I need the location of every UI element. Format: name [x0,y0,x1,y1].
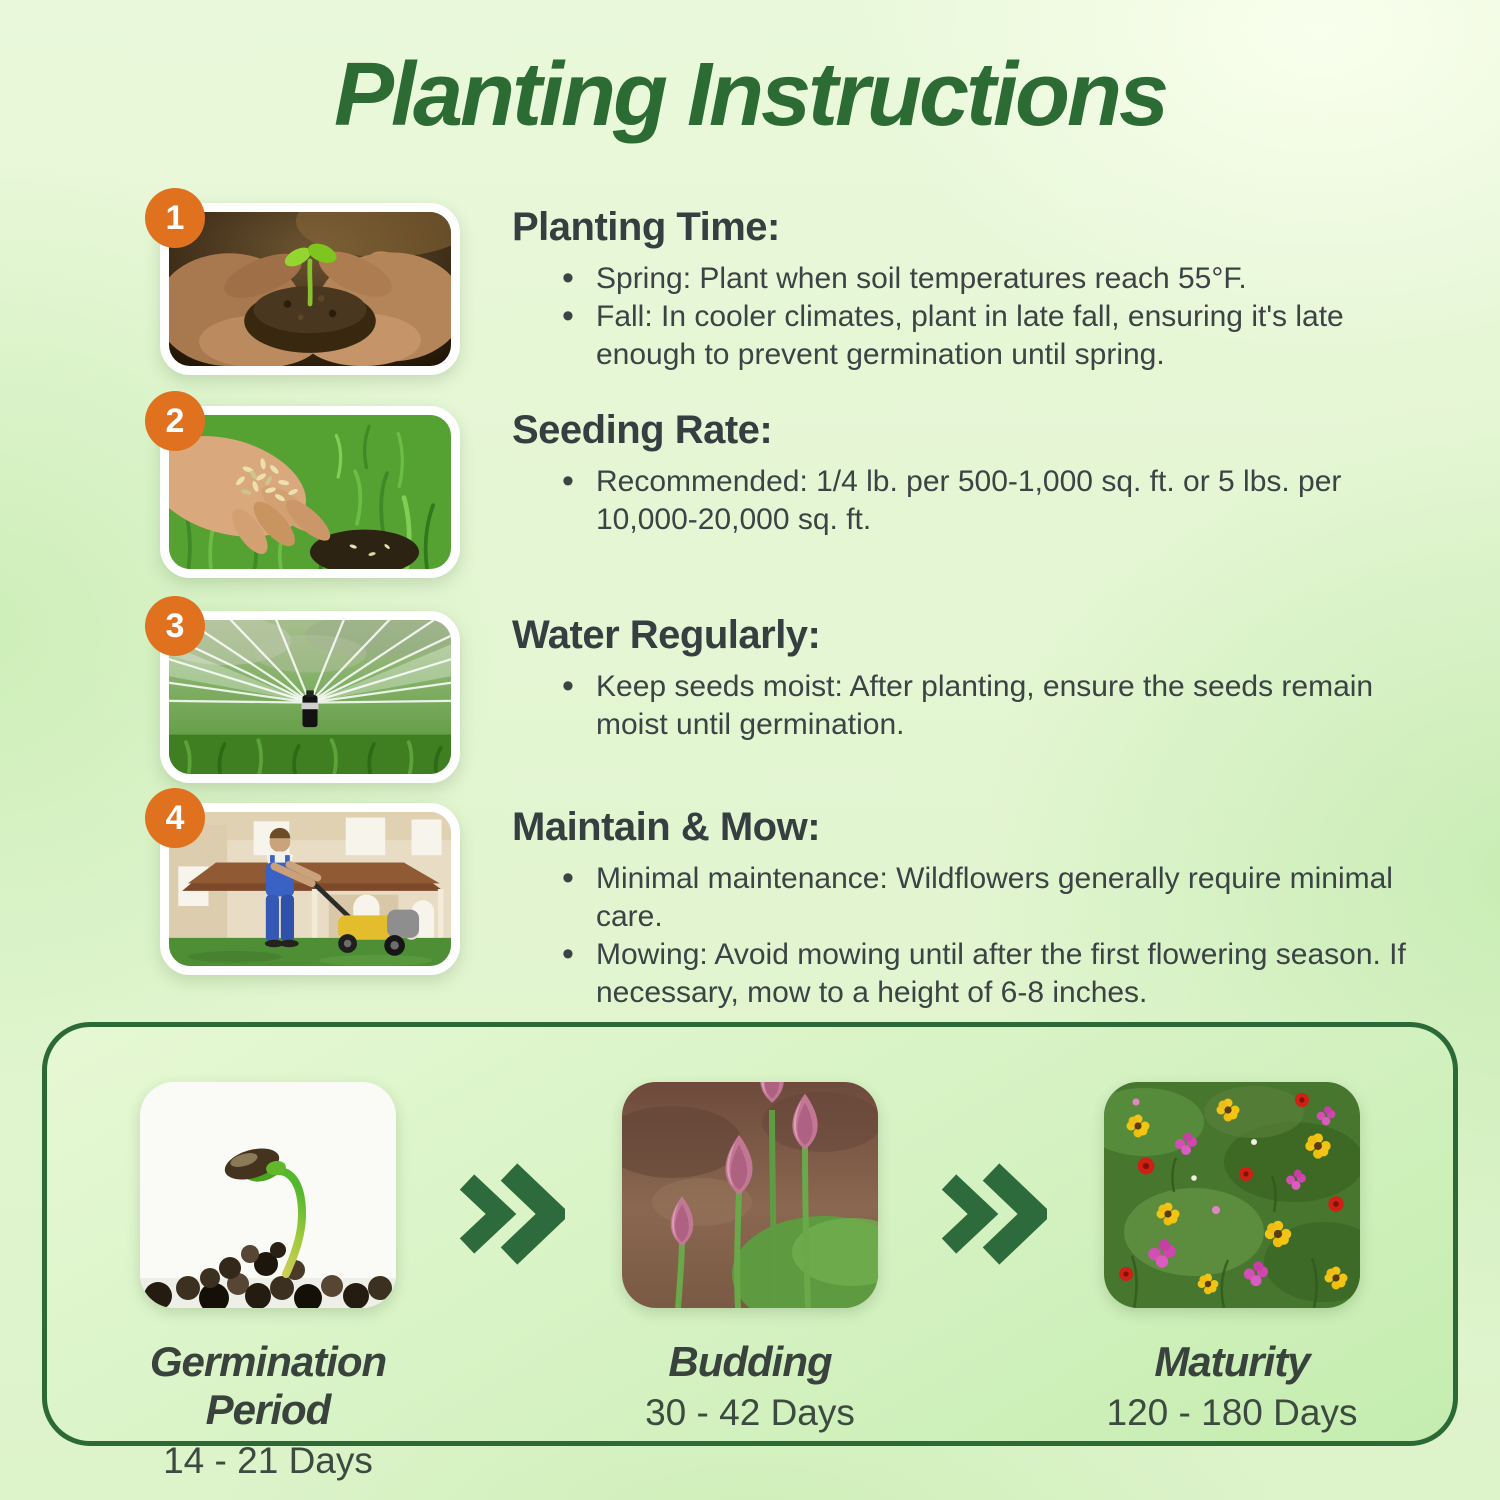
page-title: Planting Instructions [333,45,1167,145]
seed-germinating-illustration [140,1082,396,1308]
step-text [512,803,1447,1012]
step-number-badge: 3 [145,596,205,656]
stage-duration: 14 - 21 Days [163,1440,373,1481]
stage-label: Maturity [1154,1338,1310,1385]
step-number-badge: 1 [145,188,205,248]
hands-holding-seedling-illustration [169,212,451,366]
stage-germination [83,1082,453,1482]
lotus-buds-illustration [622,1082,878,1308]
step-row-water-regularly [160,606,1462,803]
step-figure [160,198,460,375]
bullet-item: • Recommended: 1/4 lb. per 500-1,000 sq. ft. or 5 lbs. per 10,000-20,000 sq. ft. [512,463,1447,539]
growth-timeline-panel [42,1022,1458,1481]
steps-section [160,198,1462,1012]
stage-maturity [1047,1082,1417,1434]
stage-label: Germination Period [149,1338,387,1433]
stage-duration: 30 - 42 Days [645,1392,855,1433]
step-bullet-list [512,668,1447,744]
step-text [512,203,1447,374]
step-heading: Maintain & Mow: [512,805,821,849]
lawn-mowing-image [160,803,460,975]
lotus-buds-image [622,1082,878,1308]
sprinkler-watering-illustration [169,620,451,774]
step-bullet-list [512,860,1447,1012]
step-row-planting-time [160,198,1462,406]
step-figure [160,401,460,578]
step-number-badge: 2 [145,391,205,451]
sprinkler-watering-image [160,611,460,783]
step-bullet-list [512,463,1447,539]
stage-duration: 120 - 180 Days [1106,1392,1358,1433]
step-bullet-list [512,260,1447,374]
bullet-item: • Keep seeds moist: After planting, ensure the seeds remain moist until germination. [512,668,1447,744]
bullet-item: • Spring: Plant when soil temperatures reach 55°F. [512,260,1447,298]
seed-germinating-image [140,1082,396,1308]
bullet-item: • Mowing: Avoid mowing until after the first flowering season. If necessary, mow to a height of 6-8 inches. [512,936,1447,1012]
double-chevron-right-icon [935,1150,1047,1276]
timeline-row [47,1027,1453,1482]
double-chevron-right-icon [453,1150,565,1276]
hand-sowing-seeds-illustration [169,415,451,569]
stage-budding [565,1082,935,1434]
step-heading: Planting Time: [512,205,780,249]
stage-label: Budding [668,1338,832,1385]
bullet-item: • Minimal maintenance: Wildflowers generally require minimal care. [512,860,1447,936]
lawn-mowing-illustration [169,812,451,966]
bullet-item: • Fall: In cooler climates, plant in late fall, ensuring it's late enough to prevent germination until spring. [512,298,1447,374]
step-text [512,406,1447,539]
wildflower-meadow-illustration [1104,1082,1360,1308]
step-heading: Water Regularly: [512,613,821,657]
step-figure [160,606,460,783]
step-row-maintain-mow [160,798,1462,1012]
wildflower-meadow-image [1104,1082,1360,1308]
step-heading: Seeding Rate: [512,408,773,452]
step-number-badge: 4 [145,788,205,848]
hand-sowing-seeds-image [160,406,460,578]
step-text [512,611,1447,744]
step-row-seeding-rate [160,401,1462,611]
hands-holding-seedling-image [160,203,460,375]
step-figure [160,798,460,975]
